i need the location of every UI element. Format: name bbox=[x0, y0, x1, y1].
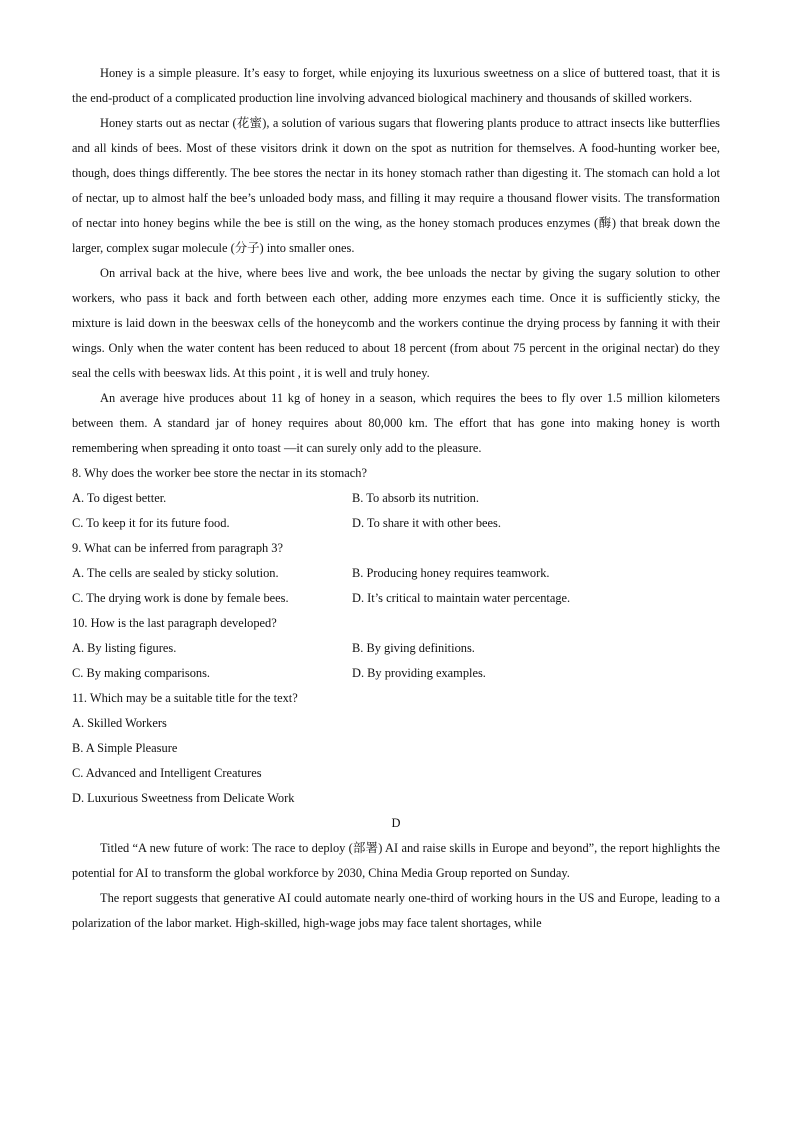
option-row bbox=[72, 486, 720, 511]
option-c[interactable]: C. The drying work is done by female bees. bbox=[72, 591, 289, 605]
question-9 bbox=[72, 536, 720, 611]
question-10 bbox=[72, 611, 720, 686]
option-a[interactable]: A. The cells are sealed by sticky solution. bbox=[72, 566, 279, 580]
paragraph: The report suggests that generative AI could automate nearly one-third of working hours in the US and Europe, leading to a polarization of the labor market. High-skilled, high-wage jobs may face talent shortages, while bbox=[72, 891, 720, 930]
option-c[interactable]: C. Advanced and Intelligent Creatures bbox=[72, 766, 262, 780]
option-d[interactable]: D. By providing examples. bbox=[352, 666, 486, 680]
option-d[interactable]: D. It’s critical to maintain water percentage. bbox=[352, 591, 571, 605]
paragraph: An average hive produces about 11 kg of honey in a season, which requires the bees to fly over 1.5 million kilometers between them. A standard jar of honey requires about 80,000 km. The effort that has gone into making honey is worth remembering when spreading it onto toast —it can surely only add to the pleasure. bbox=[72, 391, 720, 455]
option-b[interactable]: B. A Simple Pleasure bbox=[72, 741, 178, 755]
option-row bbox=[72, 586, 720, 611]
option-row bbox=[72, 561, 720, 586]
option-b[interactable]: B. By giving definitions. bbox=[352, 641, 475, 655]
option-a[interactable]: A. By listing figures. bbox=[72, 641, 177, 655]
option-b[interactable]: B. To absorb its nutrition. bbox=[352, 491, 479, 505]
option-row bbox=[72, 511, 720, 536]
option-a[interactable]: A. To digest better. bbox=[72, 491, 167, 505]
option-b[interactable]: B. Producing honey requires teamwork. bbox=[352, 566, 550, 580]
option-row bbox=[72, 661, 720, 686]
question-stem: 8. Why does the worker bee store the nectar in its stomach? bbox=[72, 466, 367, 480]
paragraph: On arrival back at the hive, where bees live and work, the bee unloads the nectar by giving the sugary solution to other workers, who pass it back and forth between each other, adding more enzymes each time. Once it is sufficiently sticky, the mixture is laid down in the beeswax cells of the honeycomb and the workers continue the drying process by fanning it with their wings. Only when the water content has been reduced to about 18 percent (from about 75 percent in the original nectar) do they seal the cells with beeswax lids. At this point , it is well and truly honey. bbox=[72, 266, 720, 380]
question-stem: 10. How is the last paragraph developed? bbox=[72, 616, 277, 630]
paragraph: Titled “A new future of work: The race to deploy (部署) AI and raise skills in Europe and beyond”, the report highlights the potential for AI to transform the global workforce by 2030, China Media Group reported on Sunday. bbox=[72, 841, 720, 880]
question-8 bbox=[72, 461, 720, 536]
paragraph: Honey is a simple pleasure. It’s easy to forget, while enjoying its luxurious sweetness on a slice of buttered toast, that it is the end-product of a complicated production line involving advanced biological machinery and thousands of skilled workers. bbox=[72, 66, 720, 105]
option-d[interactable]: D. Luxurious Sweetness from Delicate Work bbox=[72, 791, 295, 805]
option-d[interactable]: D. To share it with other bees. bbox=[352, 516, 501, 530]
page-content bbox=[72, 61, 720, 936]
option-row bbox=[72, 636, 720, 661]
option-c[interactable]: C. By making comparisons. bbox=[72, 666, 211, 680]
option-c[interactable]: C. To keep it for its future food. bbox=[72, 516, 230, 530]
paragraph: Honey starts out as nectar (花蜜), a solution of various sugars that flowering plants produce to attract insects like butterflies and all kinds of bees. Most of these visitors drink it down on the spot as nutrition for themselves. A food-hunting worker bee, though, does things differently. The bee stores the nectar in its honey stomach rather than digesting it. The stomach can hold a lot of nectar, up to almost half the bee’s unloaded body mass, and filling it may require a thousand flower visits. The transformation of nectar into honey begins while the bee is still on the wing, as the honey stomach produces enzymes (酶) that break down the larger, complex sugar molecule (分子) into smaller ones. bbox=[72, 116, 720, 255]
question-11 bbox=[72, 686, 720, 811]
passage-c bbox=[72, 61, 720, 461]
question-stem: 11. Which may be a suitable title for the text? bbox=[72, 691, 298, 705]
question-stem: 9. What can be inferred from paragraph 3? bbox=[72, 541, 283, 555]
option-a[interactable]: A. Skilled Workers bbox=[72, 716, 167, 730]
section-heading: D bbox=[391, 816, 401, 830]
passage-d bbox=[72, 811, 720, 936]
